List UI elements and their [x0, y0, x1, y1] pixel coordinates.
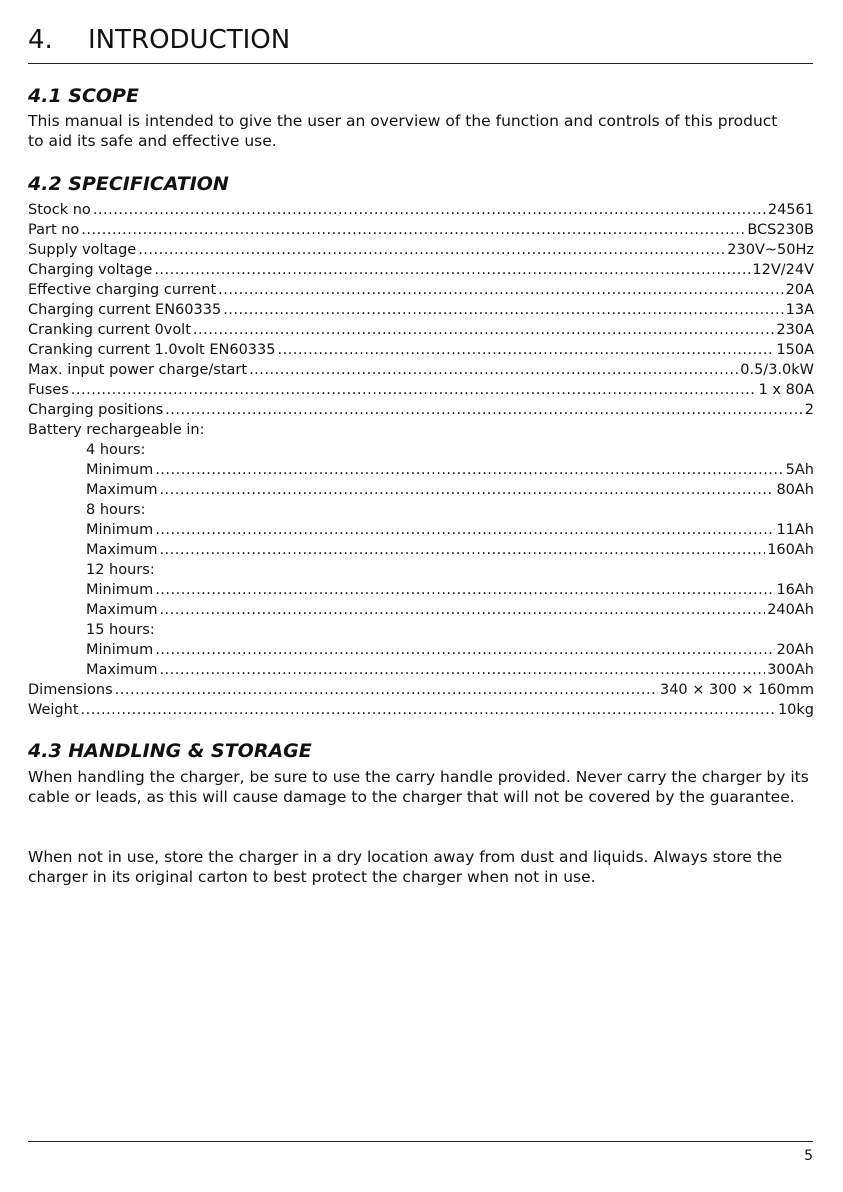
spec-subheading [28, 420, 814, 440]
spec-label: Maximum [86, 542, 158, 558]
spec-label: Maximum [86, 482, 158, 498]
leader-dots [155, 520, 774, 540]
spec-value: 16Ah [776, 582, 814, 598]
spec-label: Weight [28, 702, 79, 718]
spec-label: 15 hours: [86, 622, 155, 638]
spec-value: 0.5/3.0kW [740, 362, 814, 378]
spec-list [28, 200, 814, 720]
leader-dots [155, 640, 774, 660]
spec-label: 4 hours: [86, 442, 146, 458]
footer-rule [28, 1141, 813, 1142]
spec-value: 300Ah [767, 662, 814, 678]
spec-label: 12 hours: [86, 562, 155, 578]
leader-dots [93, 200, 766, 220]
spec-value: 230A [776, 322, 814, 338]
spec-value: 230V~50Hz [727, 242, 814, 258]
spec-row [28, 360, 814, 380]
leader-dots [71, 380, 757, 400]
spec-row [28, 480, 814, 500]
spec-value: 12V/24V [752, 262, 814, 278]
handling-heading: 4.3 HANDLING & STORAGE [28, 740, 312, 762]
spec-label: Cranking current 1.0volt EN60335 [28, 342, 276, 358]
spec-label: Part no [28, 222, 80, 238]
spec-row [28, 320, 814, 340]
spec-row [28, 380, 814, 400]
spec-row [28, 580, 814, 600]
spec-subheading [28, 500, 814, 520]
spec-row [28, 700, 814, 720]
spec-subheading [28, 560, 814, 580]
leader-dots [193, 320, 774, 340]
spec-value: BCS230B [747, 222, 814, 238]
leader-dots [81, 220, 745, 240]
spec-row [28, 460, 814, 480]
spec-label: Battery rechargeable in: [28, 422, 205, 438]
spec-heading: 4.2 SPECIFICATION [28, 173, 229, 195]
spec-label: Max. input power charge/start [28, 362, 248, 378]
scope-text: This manual is intended to give the user an overview of the function and controls of this product to aid its safe and effective use. [28, 112, 778, 150]
chapter-title [28, 22, 813, 58]
spec-value: 340 × 300 × 160mm [659, 682, 814, 698]
spec-row [28, 540, 814, 560]
spec-value: 2 [804, 402, 814, 418]
chapter-number: 4. [28, 25, 53, 55]
scope-paragraph [28, 111, 788, 151]
spec-label: Charging positions [28, 402, 164, 418]
spec-label: Stock no [28, 202, 91, 218]
storage-text: When not in use, store the charger in a dry location away from dust and liquids. Always store the charger in its original carton to best protect the charger when not in use. [28, 848, 783, 886]
spec-subheading [28, 620, 814, 640]
spec-row [28, 260, 814, 280]
leader-dots [249, 360, 738, 380]
spec-row [28, 280, 814, 300]
leader-dots [154, 260, 750, 280]
spec-value: 1 x 80A [758, 382, 814, 398]
leader-dots [159, 540, 765, 560]
header-rule [28, 63, 813, 64]
spec-label: Minimum [86, 522, 154, 538]
spec-row [28, 680, 814, 700]
spec-label: 8 hours: [86, 502, 146, 518]
spec-row [28, 200, 814, 220]
spec-value: 11Ah [776, 522, 814, 538]
chapter-title-text: INTRODUCTION [88, 25, 291, 55]
spec-label: Fuses [28, 382, 69, 398]
spec-row [28, 660, 814, 680]
spec-row [28, 640, 814, 660]
handling-text-1: When handling the charger, be sure to use the carry handle provided. Never carry the charger by its cable or leads, as this will cause damage to the charger that will not be covered by the guarantee. [28, 768, 809, 806]
leader-dots [165, 400, 803, 420]
spec-row [28, 220, 814, 240]
spec-value: 160Ah [767, 542, 814, 558]
leader-dots [81, 700, 776, 720]
spec-label: Maximum [86, 662, 158, 678]
leader-dots [159, 480, 774, 500]
spec-value: 20A [785, 282, 814, 298]
leader-dots [218, 280, 783, 300]
spec-value: 24561 [767, 202, 814, 218]
spec-value: 20Ah [776, 642, 814, 658]
spec-label: Minimum [86, 462, 154, 478]
spec-value: 80Ah [776, 482, 814, 498]
spec-label: Charging voltage [28, 262, 153, 278]
spec-row [28, 340, 814, 360]
page-number: 5 [804, 1148, 813, 1164]
leader-dots [115, 680, 658, 700]
spec-value: 5Ah [785, 462, 814, 478]
spec-subheading [28, 440, 814, 460]
spec-label: Supply voltage [28, 242, 137, 258]
spec-label: Minimum [86, 582, 154, 598]
spec-label: Cranking current 0volt [28, 322, 191, 338]
leader-dots [159, 660, 765, 680]
spec-label: Dimensions [28, 682, 113, 698]
handling-paragraph-1 [28, 767, 818, 807]
spec-row [28, 400, 814, 420]
spec-row [28, 240, 814, 260]
spec-value: 150A [776, 342, 814, 358]
spec-label: Charging current EN60335 [28, 302, 222, 318]
spec-value: 13A [785, 302, 814, 318]
spec-row [28, 520, 814, 540]
leader-dots [277, 340, 774, 360]
spec-label: Effective charging current [28, 282, 217, 298]
storage-paragraph [28, 847, 818, 887]
spec-value: 240Ah [767, 602, 814, 618]
spec-label: Maximum [86, 602, 158, 618]
spec-row [28, 600, 814, 620]
leader-dots [138, 240, 725, 260]
leader-dots [155, 580, 774, 600]
leader-dots [223, 300, 783, 320]
scope-heading: 4.1 SCOPE [28, 85, 139, 107]
spec-value: 10kg [777, 702, 814, 718]
leader-dots [155, 460, 783, 480]
spec-label: Minimum [86, 642, 154, 658]
leader-dots [159, 600, 765, 620]
spec-row [28, 300, 814, 320]
